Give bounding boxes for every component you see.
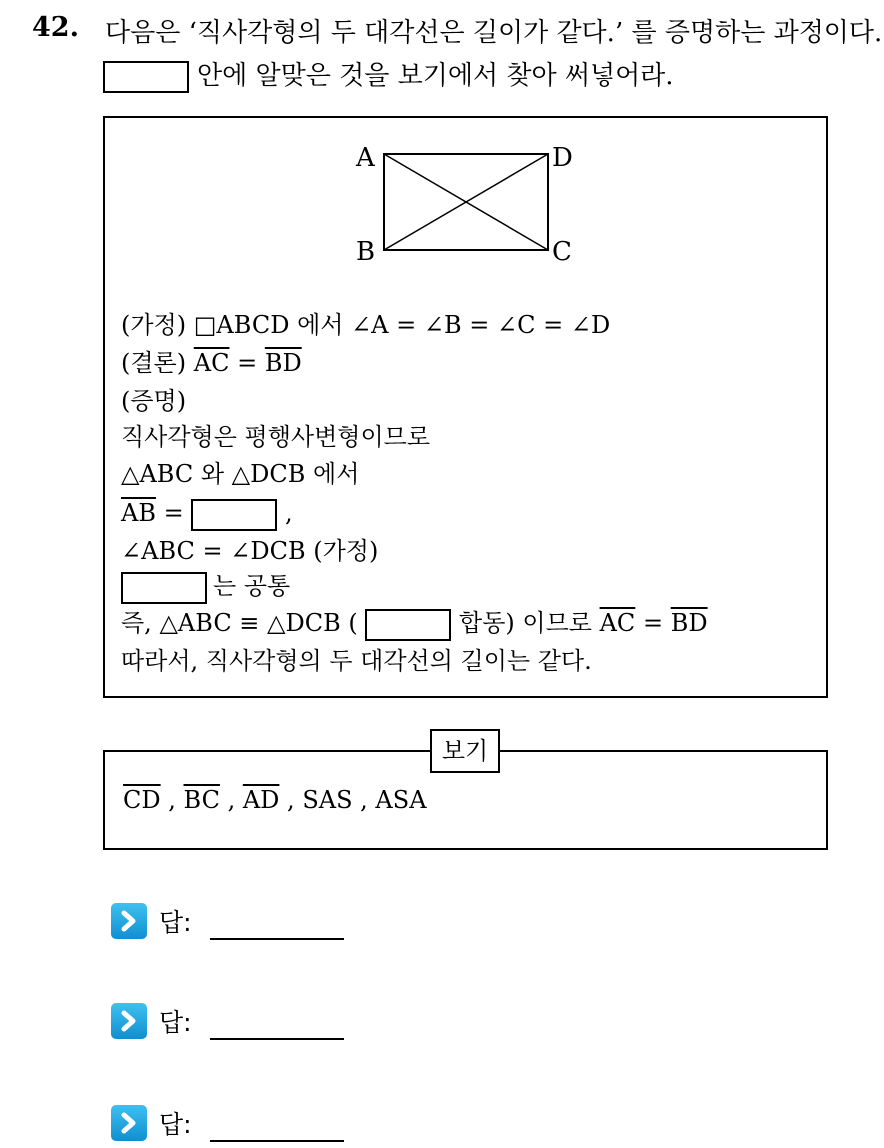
choices-list	[123, 786, 427, 814]
vertex-c-label: C	[552, 237, 572, 267]
answer-input-line-3[interactable]	[210, 1140, 344, 1142]
congruent-mid: 합동) 이므로	[459, 609, 592, 637]
answer-blank-1[interactable]	[191, 499, 277, 531]
answer-blank-3[interactable]	[365, 609, 451, 641]
vertex-b-label: B	[356, 237, 376, 267]
choice-asa: ASA	[375, 786, 427, 814]
question-number: 42.	[32, 12, 79, 43]
segment-ac: $\overline{AC}$	[193, 349, 230, 377]
choice-separator: ,	[279, 786, 303, 814]
common-text: 는 공통	[213, 572, 291, 600]
choice-separator: ,	[160, 786, 184, 814]
chevron-right-icon	[111, 1003, 147, 1039]
segment-bd: $\overline{BD}$	[670, 609, 708, 637]
segment-ac: $\overline{AC}$	[599, 609, 636, 637]
choice-separator: ,	[219, 786, 243, 814]
assumption-line	[121, 310, 610, 340]
assumption-text: □ABCD 에서 ∠A = ∠B = ∠C = ∠D	[193, 311, 611, 339]
choice-separator: ,	[352, 786, 376, 814]
congruent-prefix: 즉, △ABC ≡ △DCB (	[121, 609, 358, 637]
triangles-line: △ABC 와 △DCB 에서	[121, 460, 360, 488]
answer-input-line-2[interactable]	[210, 1038, 344, 1040]
vertex-d-label: D	[552, 143, 573, 173]
congruent-line	[121, 608, 708, 641]
answer-label: 답:	[159, 908, 192, 937]
choice-sas: SAS	[302, 786, 353, 814]
answer-input-line-1[interactable]	[210, 938, 344, 940]
final-conclusion-line: 따라서, 직사각형의 두 대각선의 길이는 같다.	[121, 647, 592, 675]
answer-row-1	[111, 902, 344, 940]
equals-sign: =	[237, 349, 258, 377]
answer-label: 답:	[159, 1008, 192, 1037]
segment-bd: $\overline{BD}$	[264, 349, 302, 377]
answer-row-2	[111, 1002, 344, 1040]
conclusion-line	[121, 348, 302, 378]
ab-line	[121, 498, 293, 531]
choice-ad: $\overline{AD}$	[242, 786, 280, 814]
chevron-right-icon	[111, 903, 147, 939]
question-text-line1: 다음은 ‘직사각형의 두 대각선은 길이가 같다.’ 를 증명하는 과정이다.	[105, 18, 883, 48]
answer-label: 답:	[159, 1110, 192, 1139]
conclusion-label: (결론)	[121, 349, 187, 377]
equals-sign: =	[163, 499, 184, 527]
equals-sign: =	[642, 609, 664, 637]
choice-bc: $\overline{BC}$	[183, 786, 220, 814]
parallelogram-line: 직사각형은 평행사변형이므로	[121, 423, 431, 451]
common-line	[121, 571, 290, 604]
proof-content	[103, 116, 828, 698]
comma: ,	[285, 499, 293, 527]
chevron-right-icon	[111, 1105, 147, 1141]
proof-label: (증명)	[121, 387, 187, 415]
answer-blank-2[interactable]	[121, 572, 207, 604]
assumption-label: (가정)	[121, 311, 187, 339]
question-text-line2-row	[103, 55, 674, 93]
answer-row-3	[111, 1104, 344, 1142]
choice-cd: $\overline{CD}$	[123, 786, 161, 814]
segment-ab: $\overline{AB}$	[121, 499, 156, 527]
angle-line: ∠ABC = ∠DCB (가정)	[121, 537, 379, 565]
choices-title: 보기	[430, 729, 500, 773]
question-text-line2: 안에 알맞은 것을 보기에서 찾아 써넣어라.	[197, 61, 674, 91]
blank-box	[103, 61, 189, 93]
vertex-a-label: A	[356, 143, 375, 173]
